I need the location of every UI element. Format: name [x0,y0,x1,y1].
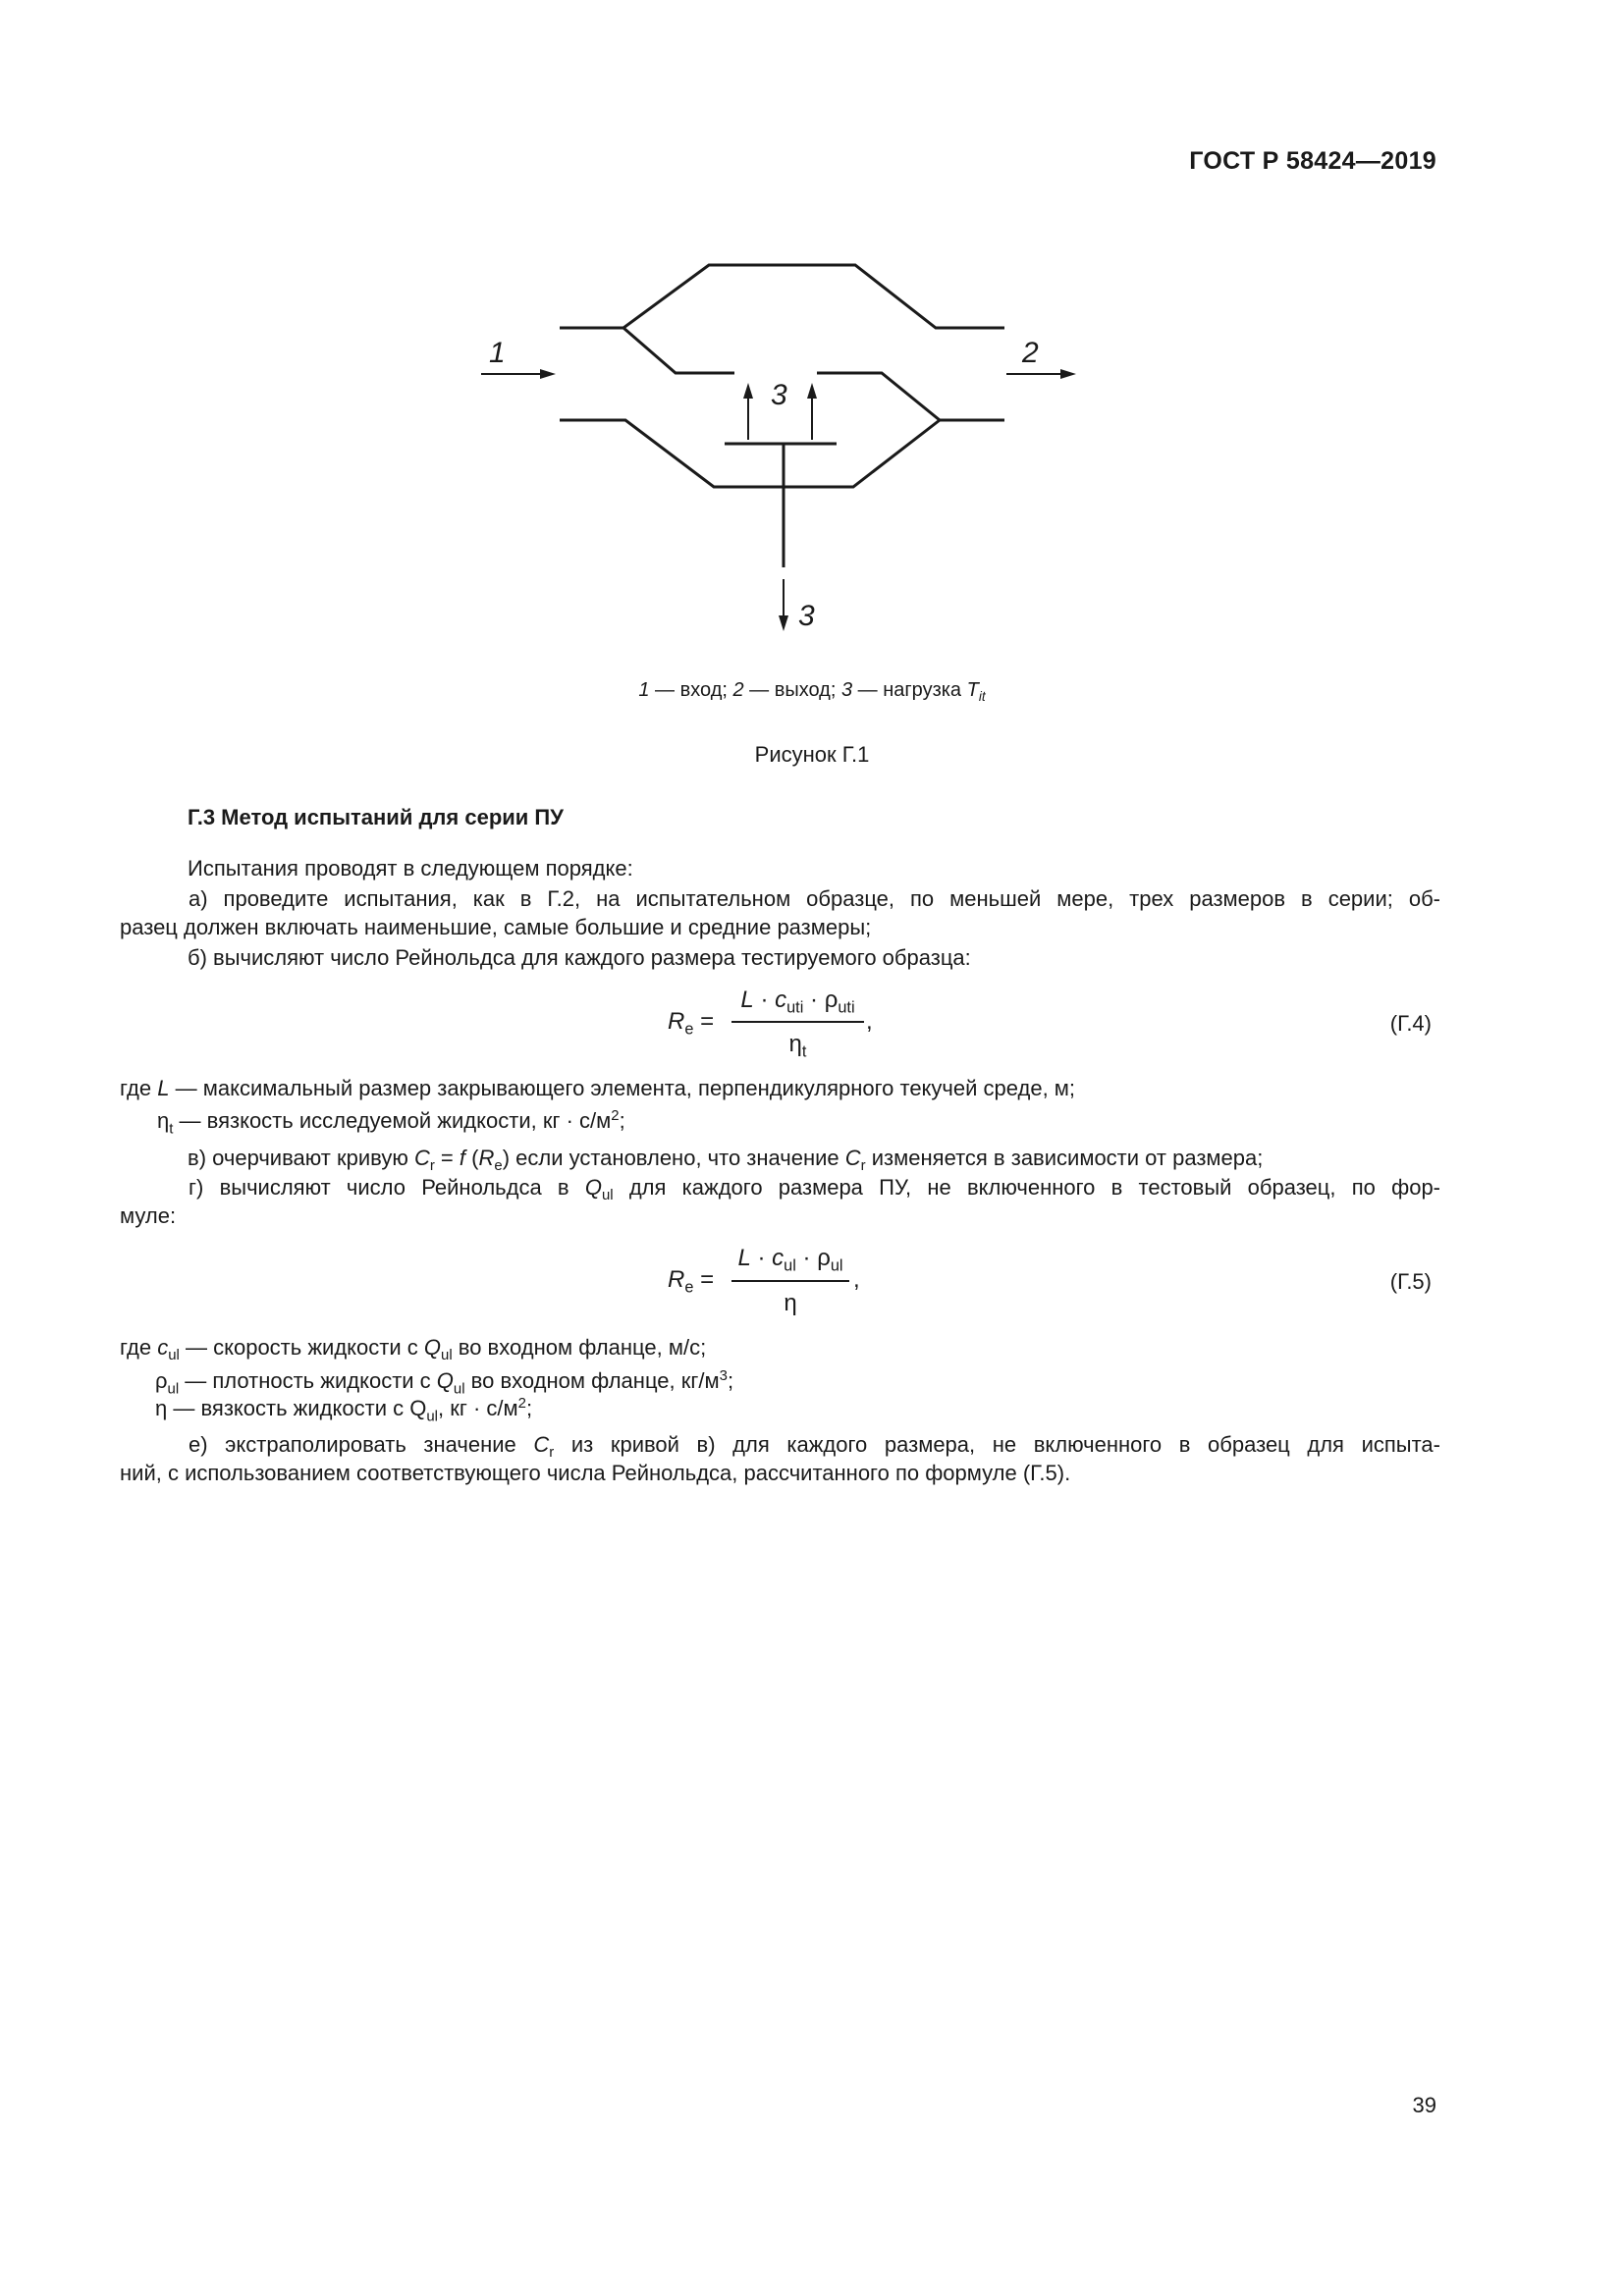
formula-g5-comma: , [853,1266,860,1293]
valve-flow-diagram [461,245,1090,658]
outlet-arrowhead [1060,369,1076,379]
formula-g4-number: (Г.4) [1389,1011,1432,1036]
formula-g5-numerator: $L \cdot c_{ul} \cdot \rho_{ul}$ [737,1245,843,1275]
item-a-line-2: разец должен включать наименьшие, самые большие и средние размеры; [120,915,872,939]
where-g4-eta: $\eta_t$ — вязкость исследуемой жидкости, кг · $с/м^2$; [157,1107,625,1138]
page-number: 39 [1412,2093,1436,2117]
formula-g4-lhs: $R_e$ = [668,1008,715,1039]
right-seat-wall [817,373,1004,420]
load-arrowhead-right [807,383,817,399]
where-g5-eta: η — вязкость жидкости с $Q_{ul}$, кг · $с/м^2$; [155,1395,533,1425]
upper-outer-wall [560,265,1004,328]
formula-g5-denominator: η [784,1290,797,1316]
load-arrowhead-left [743,383,753,399]
label-inlet: 1 [489,337,506,369]
item-e-line-2: ний, с использованием соответствующего числа Рейнольдса, рассчитанного по формуле (Г.5). [120,1461,1071,1485]
where-g5-c: где $c_{ul}$ — скорость жидкости с $Q_{ul}$ во входном фланце, м/с; [120,1335,707,1364]
item-e-line-1: е) экстраполировать значение $C_r$ из кривой в) для каждого размера, не включенного в образец для испыта- [189,1432,1440,1462]
item-g-line-2: муле: [120,1203,177,1228]
where-g5-rho: $\rho_{ul}$ — плотность жидкости с $Q_{ul}$ во входном фланце, $кг/м^3$; [155,1367,734,1398]
section-heading: Г.3 Метод испытаний для серии ПУ [188,805,564,829]
label-outlet: 2 [1022,337,1039,369]
item-g-line-1: г) вычисляют число Рейнольдса в $Q_{ul}$ для каждого размера ПУ, не включенного в тестовый образец, по фор- [189,1175,1441,1204]
item-b: б) вычисляют число Рейнольдса для каждого размера тестируемого образца: [188,945,971,970]
label-load-outer: 3 [798,600,815,632]
formula-g4-comma: , [866,1008,873,1035]
document-number: ГОСТ Р 58424—2019 [1189,147,1436,175]
formula-g5-fraction-bar [731,1280,849,1282]
figure-legend: 1 — вход; 2 — выход; 3 — нагрузка $T_{it}$ [638,679,986,704]
where-g4-L: где L — максимальный размер закрывающего элемента, перпендикулярного текучей среде, м; [120,1076,1076,1100]
formula-g4-numerator: $L \cdot c_{uti} \cdot \rho_{uti}$ [740,987,855,1017]
formula-g4-fraction-bar [731,1021,864,1023]
item-v: в) очерчивают кривую $C_r = f$ $(R_e)$ если установлено, что значение $C_r$ изменяется в зависимости от размера; [188,1146,1264,1175]
lower-outer-wall [560,420,940,487]
intro-paragraph: Испытания проводят в следующем порядке: [188,856,633,881]
formula-g5-number: (Г.5) [1389,1269,1432,1294]
formula-g4-denominator: $\eta_t$ [788,1031,807,1061]
label-load-inner: 3 [771,379,787,411]
formula-g5-lhs: $R_e$ = [668,1266,715,1297]
inlet-arrowhead [540,369,556,379]
figure-caption: Рисунок Г.1 [754,742,870,767]
upper-seat-wall [623,328,734,373]
item-a-line-1: а) проведите испытания, как в Г.2, на испытательном образце, по меньшей мере, трех размеров в серии; об- [189,886,1440,911]
load-arrowhead-down [779,615,788,631]
